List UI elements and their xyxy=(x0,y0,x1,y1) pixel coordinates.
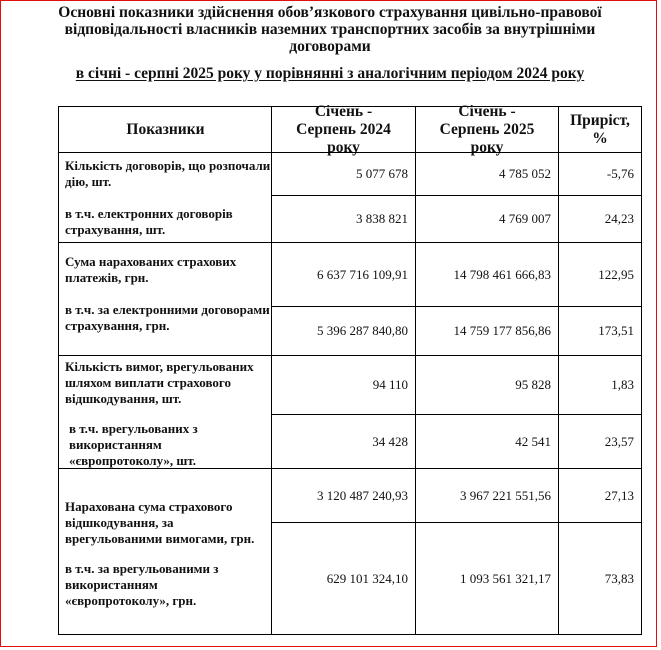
value-2025: 95 828 xyxy=(515,377,551,392)
table-row-group xyxy=(59,243,271,355)
value-2025: 1 093 561 321,17 xyxy=(460,570,551,586)
title-line-2: відповідальності власників наземних транспортних засобів за внутрішніми xyxy=(64,21,596,38)
value-2024: 3 120 487 240,93 xyxy=(317,487,408,503)
value-growth: 23,57 xyxy=(604,433,634,449)
value-2025: 4 785 052 xyxy=(499,166,551,181)
document-title xyxy=(40,4,620,55)
header-period-2025: Січень - Серпень 2025 року xyxy=(439,102,535,156)
value-growth: 73,83 xyxy=(604,570,634,586)
row-sublabel: в т.ч. за врегульованими з використанням «європротоколу», грн. xyxy=(65,561,219,608)
value-2025: 14 798 461 666,83 xyxy=(453,266,551,282)
header-indicator: Показники xyxy=(126,120,205,138)
value-2025: 14 759 177 856,86 xyxy=(453,323,551,338)
indicators-table xyxy=(58,102,642,635)
value-2025: 4 769 007 xyxy=(499,211,551,226)
value-2024: 6 637 716 109,91 xyxy=(317,266,408,282)
value-2024: 5 077 678 xyxy=(356,166,408,181)
row-sublabel: в т.ч. електронних договорів страхування, шт. xyxy=(65,206,233,237)
value-2024: 34 428 xyxy=(372,433,408,449)
row-label: Кількість договорів, що розпочали дію, шт. xyxy=(65,158,271,189)
header-period-2024: Січень - Серпень 2024 року xyxy=(296,102,391,156)
title-line-3: договорами xyxy=(289,38,371,55)
period-subtitle: в січні - серпні 2025 року у порівнянні з аналогічним періодом 2024 року xyxy=(75,65,585,82)
value-growth: 27,13 xyxy=(604,487,634,503)
table-row-group xyxy=(59,356,271,468)
header-growth: Приріст, % xyxy=(570,111,630,147)
row-label: Нарахована сума страхового відшкодування, за врегульованими вимогами, грн. xyxy=(65,499,255,546)
value-2024: 629 101 324,10 xyxy=(326,570,408,586)
value-growth: 1,83 xyxy=(611,377,634,392)
value-growth: 24,23 xyxy=(604,211,634,226)
value-2025: 3 967 221 551,56 xyxy=(460,487,551,503)
title-line-1: Основні показники здійснення обов’язкового страхування цивільно-правової xyxy=(58,4,602,21)
value-2024: 94 110 xyxy=(372,377,408,392)
table-row-group xyxy=(59,153,271,242)
value-growth: 122,95 xyxy=(598,266,634,282)
row-sublabel: в т.ч. врегульованих з використанням «європротоколу», шт. xyxy=(69,421,198,468)
value-2024: 3 838 821 xyxy=(356,211,408,226)
row-sublabel: в т.ч. за електронними договорами страхування, грн. xyxy=(65,302,270,333)
value-2024: 5 396 287 840,80 xyxy=(317,323,408,338)
value-2025: 42 541 xyxy=(515,433,551,449)
value-growth: 173,51 xyxy=(598,323,634,338)
row-label: Сума нарахованих страхових платежів, грн. xyxy=(65,254,237,285)
row-label: Кількість вимог, врегульованих шляхом виплати страхового відшкодування, шт. xyxy=(65,359,254,406)
value-growth: -5,76 xyxy=(606,166,634,181)
table-row-group xyxy=(59,469,271,634)
